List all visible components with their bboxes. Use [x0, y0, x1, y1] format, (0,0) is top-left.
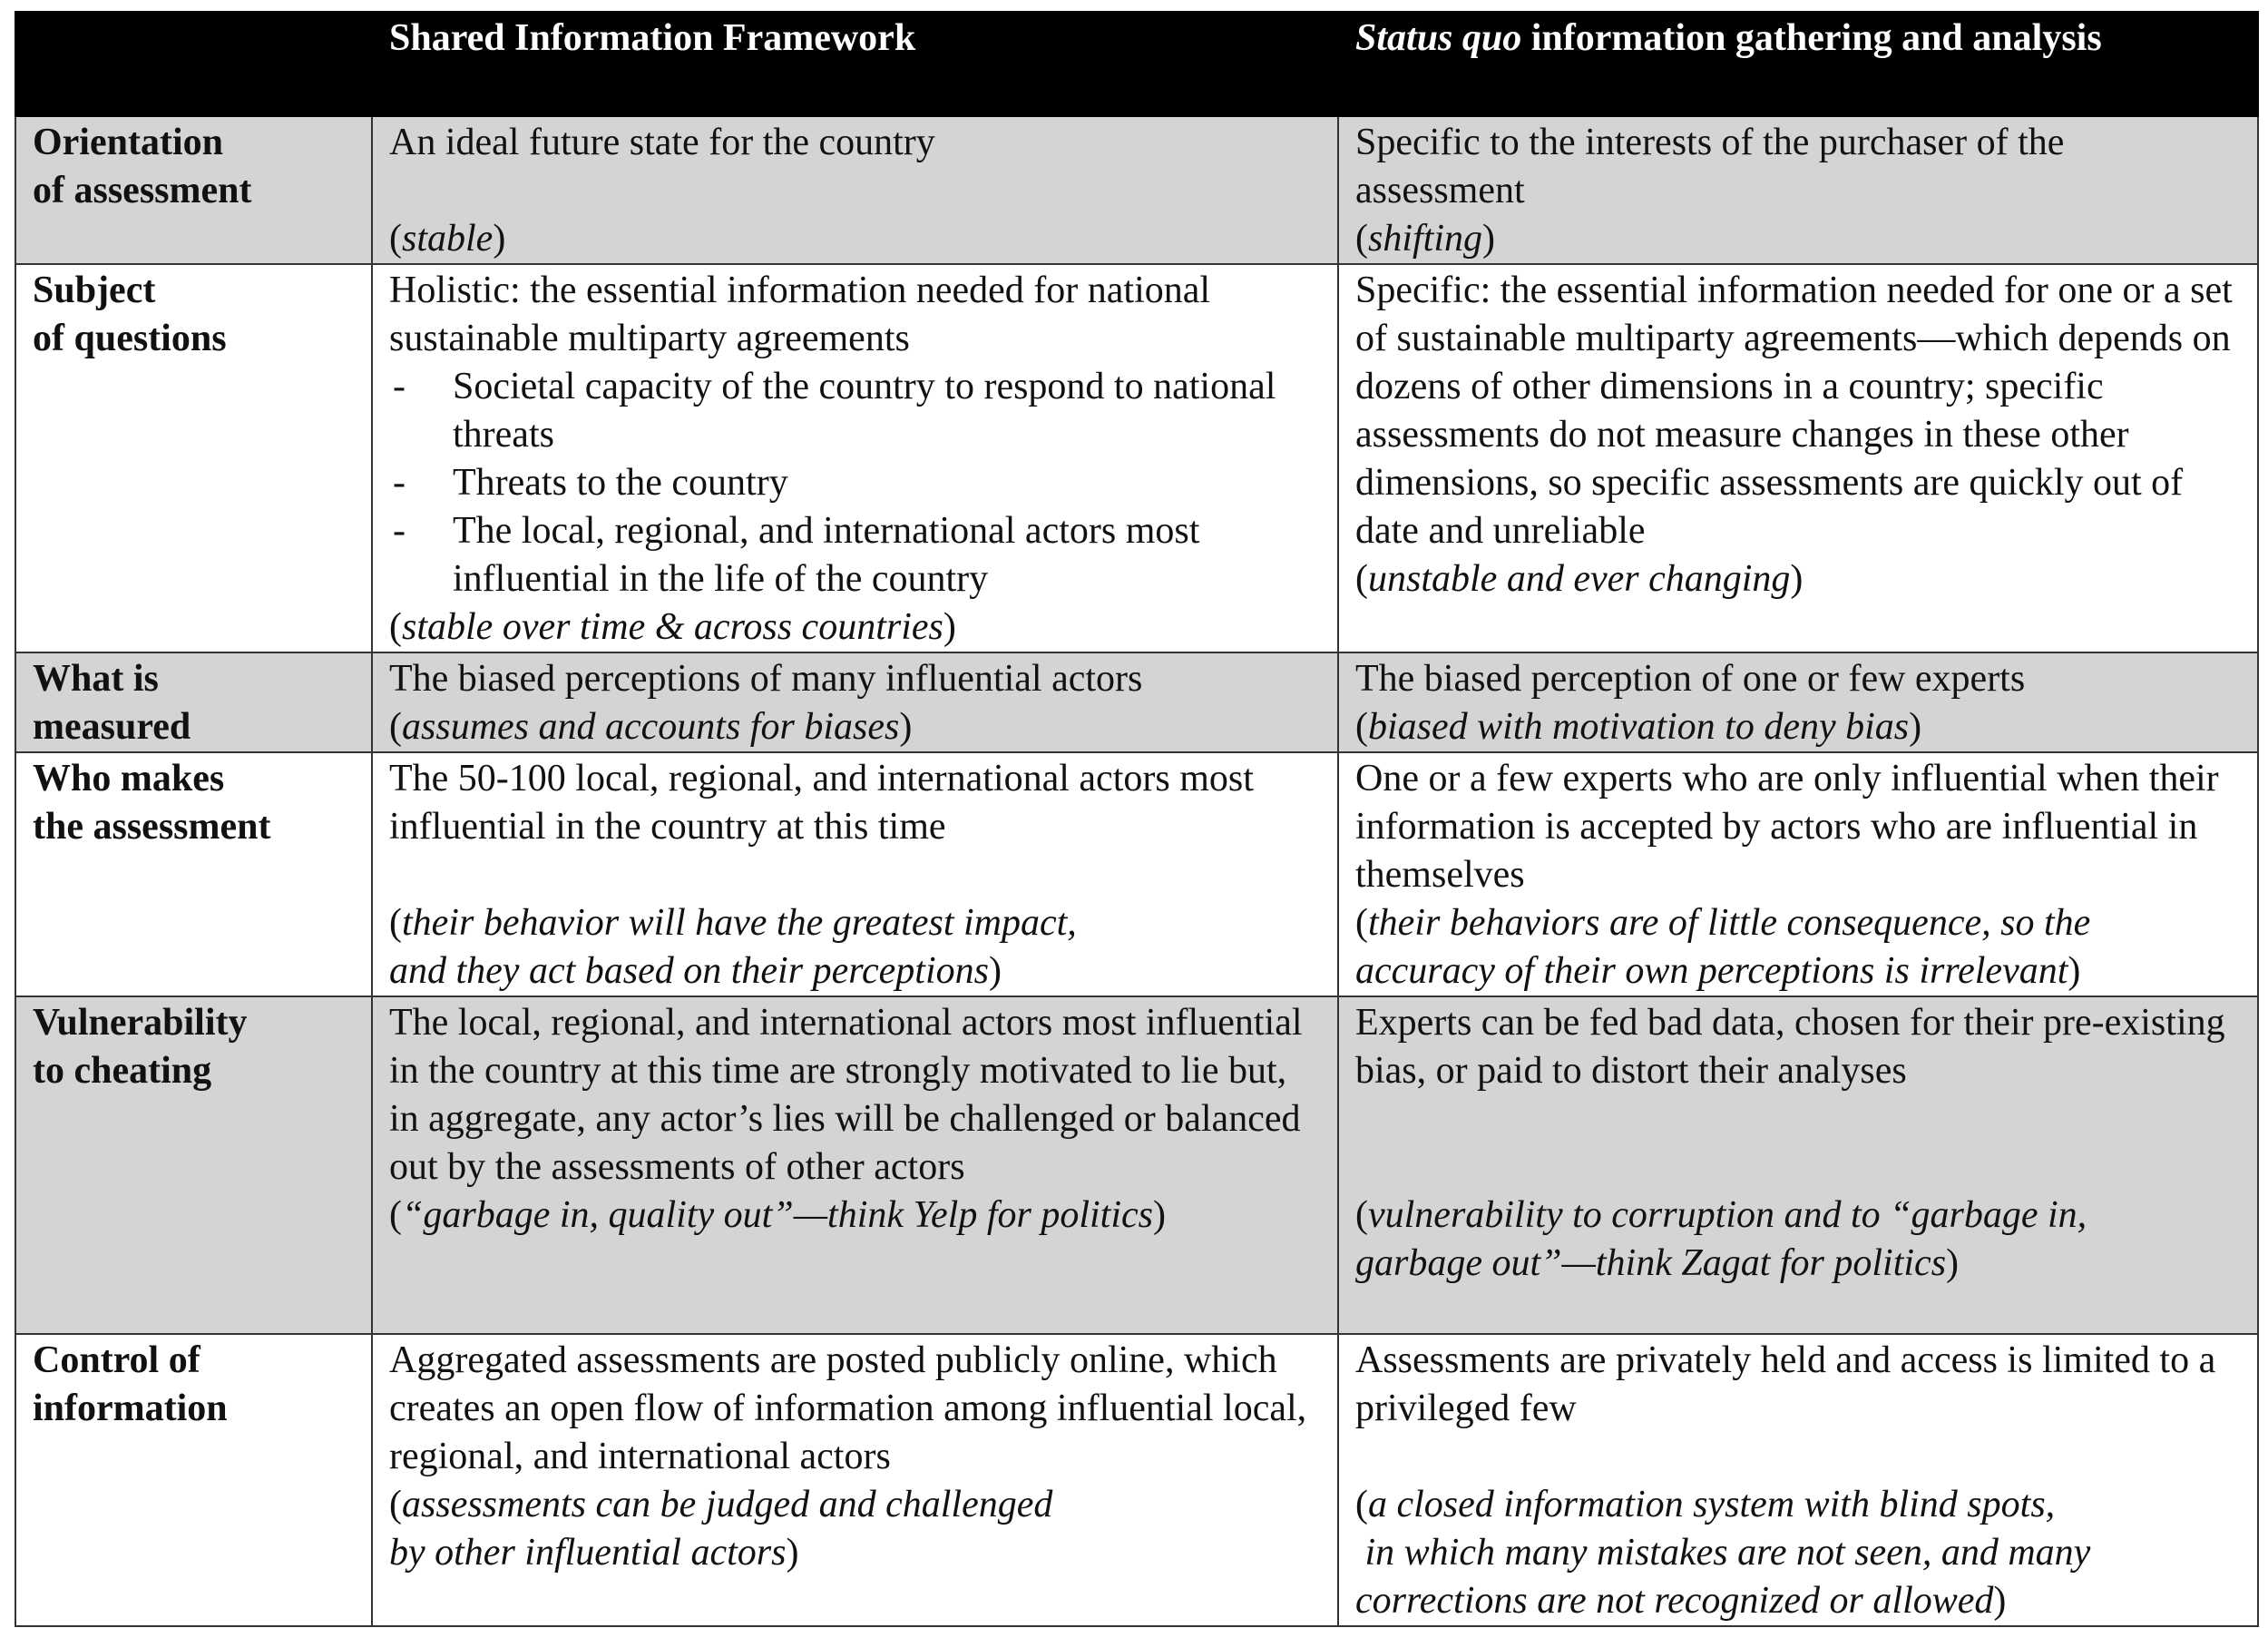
cell-note: and they act based on their perceptions)	[389, 950, 1002, 992]
cell-note: (stable)	[389, 218, 506, 260]
status-quo-cell	[1338, 996, 2258, 1334]
cell-text: One or a few experts who are only influential when their information is accepted by actors who are influential in themselves	[1355, 758, 2219, 896]
row-what-is-measured	[15, 652, 2258, 752]
cell-note: (their behavior will have the greatest impact,	[389, 902, 1077, 944]
cell-text: An ideal future state for the country	[389, 122, 935, 163]
cell-note: (assumes and accounts for biases)	[389, 706, 913, 748]
row-label-line: What is	[33, 658, 159, 700]
cell-note: accuracy of their own perceptions is irrelevant)	[1355, 950, 2081, 992]
cell-note: (“garbage in, quality out”—think Yelp for politics)	[389, 1194, 1167, 1236]
row-vulnerability	[15, 996, 2258, 1334]
row-control	[15, 1334, 2258, 1626]
status-quo-cell	[1338, 1334, 2258, 1626]
row-label	[15, 652, 372, 752]
cell-note: (shifting)	[1355, 218, 1496, 260]
cell-note: by other influential actors)	[389, 1532, 799, 1574]
header-row	[15, 12, 2258, 116]
cell-text: Specific to the interests of the purchaser of the assessment	[1355, 122, 2065, 211]
row-label-line: to cheating	[33, 1050, 212, 1092]
status-quo-cell	[1338, 264, 2258, 652]
row-label	[15, 264, 372, 652]
row-label-line: information	[33, 1388, 228, 1429]
cell-text: The biased perception of one or few experts	[1355, 658, 2026, 700]
row-label-line: the assessment	[33, 806, 271, 848]
list-item: - Threats to the country	[389, 459, 1321, 507]
header-col3-rest: information gathering and analysis	[1521, 17, 2102, 59]
header-empty-cell	[15, 12, 372, 116]
row-label	[15, 996, 372, 1334]
cell-note: (a closed information system with blind spots,	[1355, 1484, 2056, 1525]
cell-text: The biased perceptions of many influential actors	[389, 658, 1143, 700]
comparison-table	[15, 11, 2259, 1627]
list-item: - Societal capacity of the country to respond to national threats	[389, 363, 1321, 459]
row-label	[15, 116, 372, 264]
cell-text: Aggregated assessments are posted publicly online, which creates an open flow of information among influential local, regional, and international actors	[389, 1339, 1307, 1477]
sif-cell	[372, 264, 1338, 652]
status-quo-cell	[1338, 116, 2258, 264]
cell-text: The 50-100 local, regional, and international actors most influential in the country at this time	[389, 758, 1254, 848]
row-label-line: of questions	[33, 318, 227, 359]
cell-note: (their behaviors are of little consequence, so the	[1355, 902, 2091, 944]
cell-note: garbage out”—think Zagat for politics)	[1355, 1242, 1960, 1284]
row-label-line: Who makes	[33, 758, 225, 799]
row-label	[15, 1334, 372, 1626]
header-col2-text: Shared Information Framework	[389, 17, 916, 59]
cell-text: The local, regional, and international actors most influential in the country at this time are strongly motivated to lie but, in aggregate, any actor’s lies will be challenged or balanced out by the assessments of other actors	[389, 1002, 1303, 1188]
row-label-line: of assessment	[33, 170, 252, 211]
cell-text: Experts can be fed bad data, chosen for their pre-existing bias, or paid to distort their analyses	[1355, 1002, 2225, 1092]
sif-cell	[372, 652, 1338, 752]
row-label-line: Vulnerability	[33, 1002, 248, 1044]
cell-note: (vulnerability to corruption and to “garbage in,	[1355, 1194, 2087, 1236]
row-label-line: Control of	[33, 1339, 200, 1381]
row-label-line: measured	[33, 706, 191, 748]
row-label-line: Subject	[33, 270, 156, 311]
cell-note: corrections are not recognized or allowed)	[1355, 1580, 2007, 1622]
cell-note: (stable over time & across countries)	[389, 606, 956, 648]
row-label	[15, 752, 372, 996]
cell-text: Specific: the essential information needed for one or a set of sustainable multiparty agreements—which depends on dozens of other dimensions in a country; specific assessments do not measure changes in these other dimensions, so specific assessments are quickly out of date and unreliable	[1355, 270, 2233, 552]
sif-cell	[372, 996, 1338, 1334]
header-status-quo	[1338, 12, 2258, 116]
cell-note: (assessments can be judged and challenged	[389, 1484, 1053, 1525]
list-item: - The local, regional, and international actors most influential in the life of the country	[389, 507, 1321, 603]
status-quo-cell	[1338, 652, 2258, 752]
header-col3-italic: Status quo	[1355, 17, 1522, 59]
cell-text: Holistic: the essential information needed for national sustainable multiparty agreements	[389, 270, 1211, 359]
sif-cell	[372, 116, 1338, 264]
header-shared-information-framework	[372, 12, 1338, 116]
cell-note: in which many mistakes are not seen, and many	[1355, 1532, 2091, 1574]
sif-list	[389, 363, 1321, 603]
cell-note: (unstable and ever changing)	[1355, 558, 1804, 600]
sif-cell	[372, 1334, 1338, 1626]
cell-note: (biased with motivation to deny bias)	[1355, 706, 1922, 748]
status-quo-cell	[1338, 752, 2258, 996]
row-who-makes	[15, 752, 2258, 996]
cell-text: Assessments are privately held and access is limited to a privileged few	[1355, 1339, 2216, 1429]
row-label-line: Orientation	[33, 122, 223, 163]
sif-cell	[372, 752, 1338, 996]
row-orientation	[15, 116, 2258, 264]
row-subject	[15, 264, 2258, 652]
